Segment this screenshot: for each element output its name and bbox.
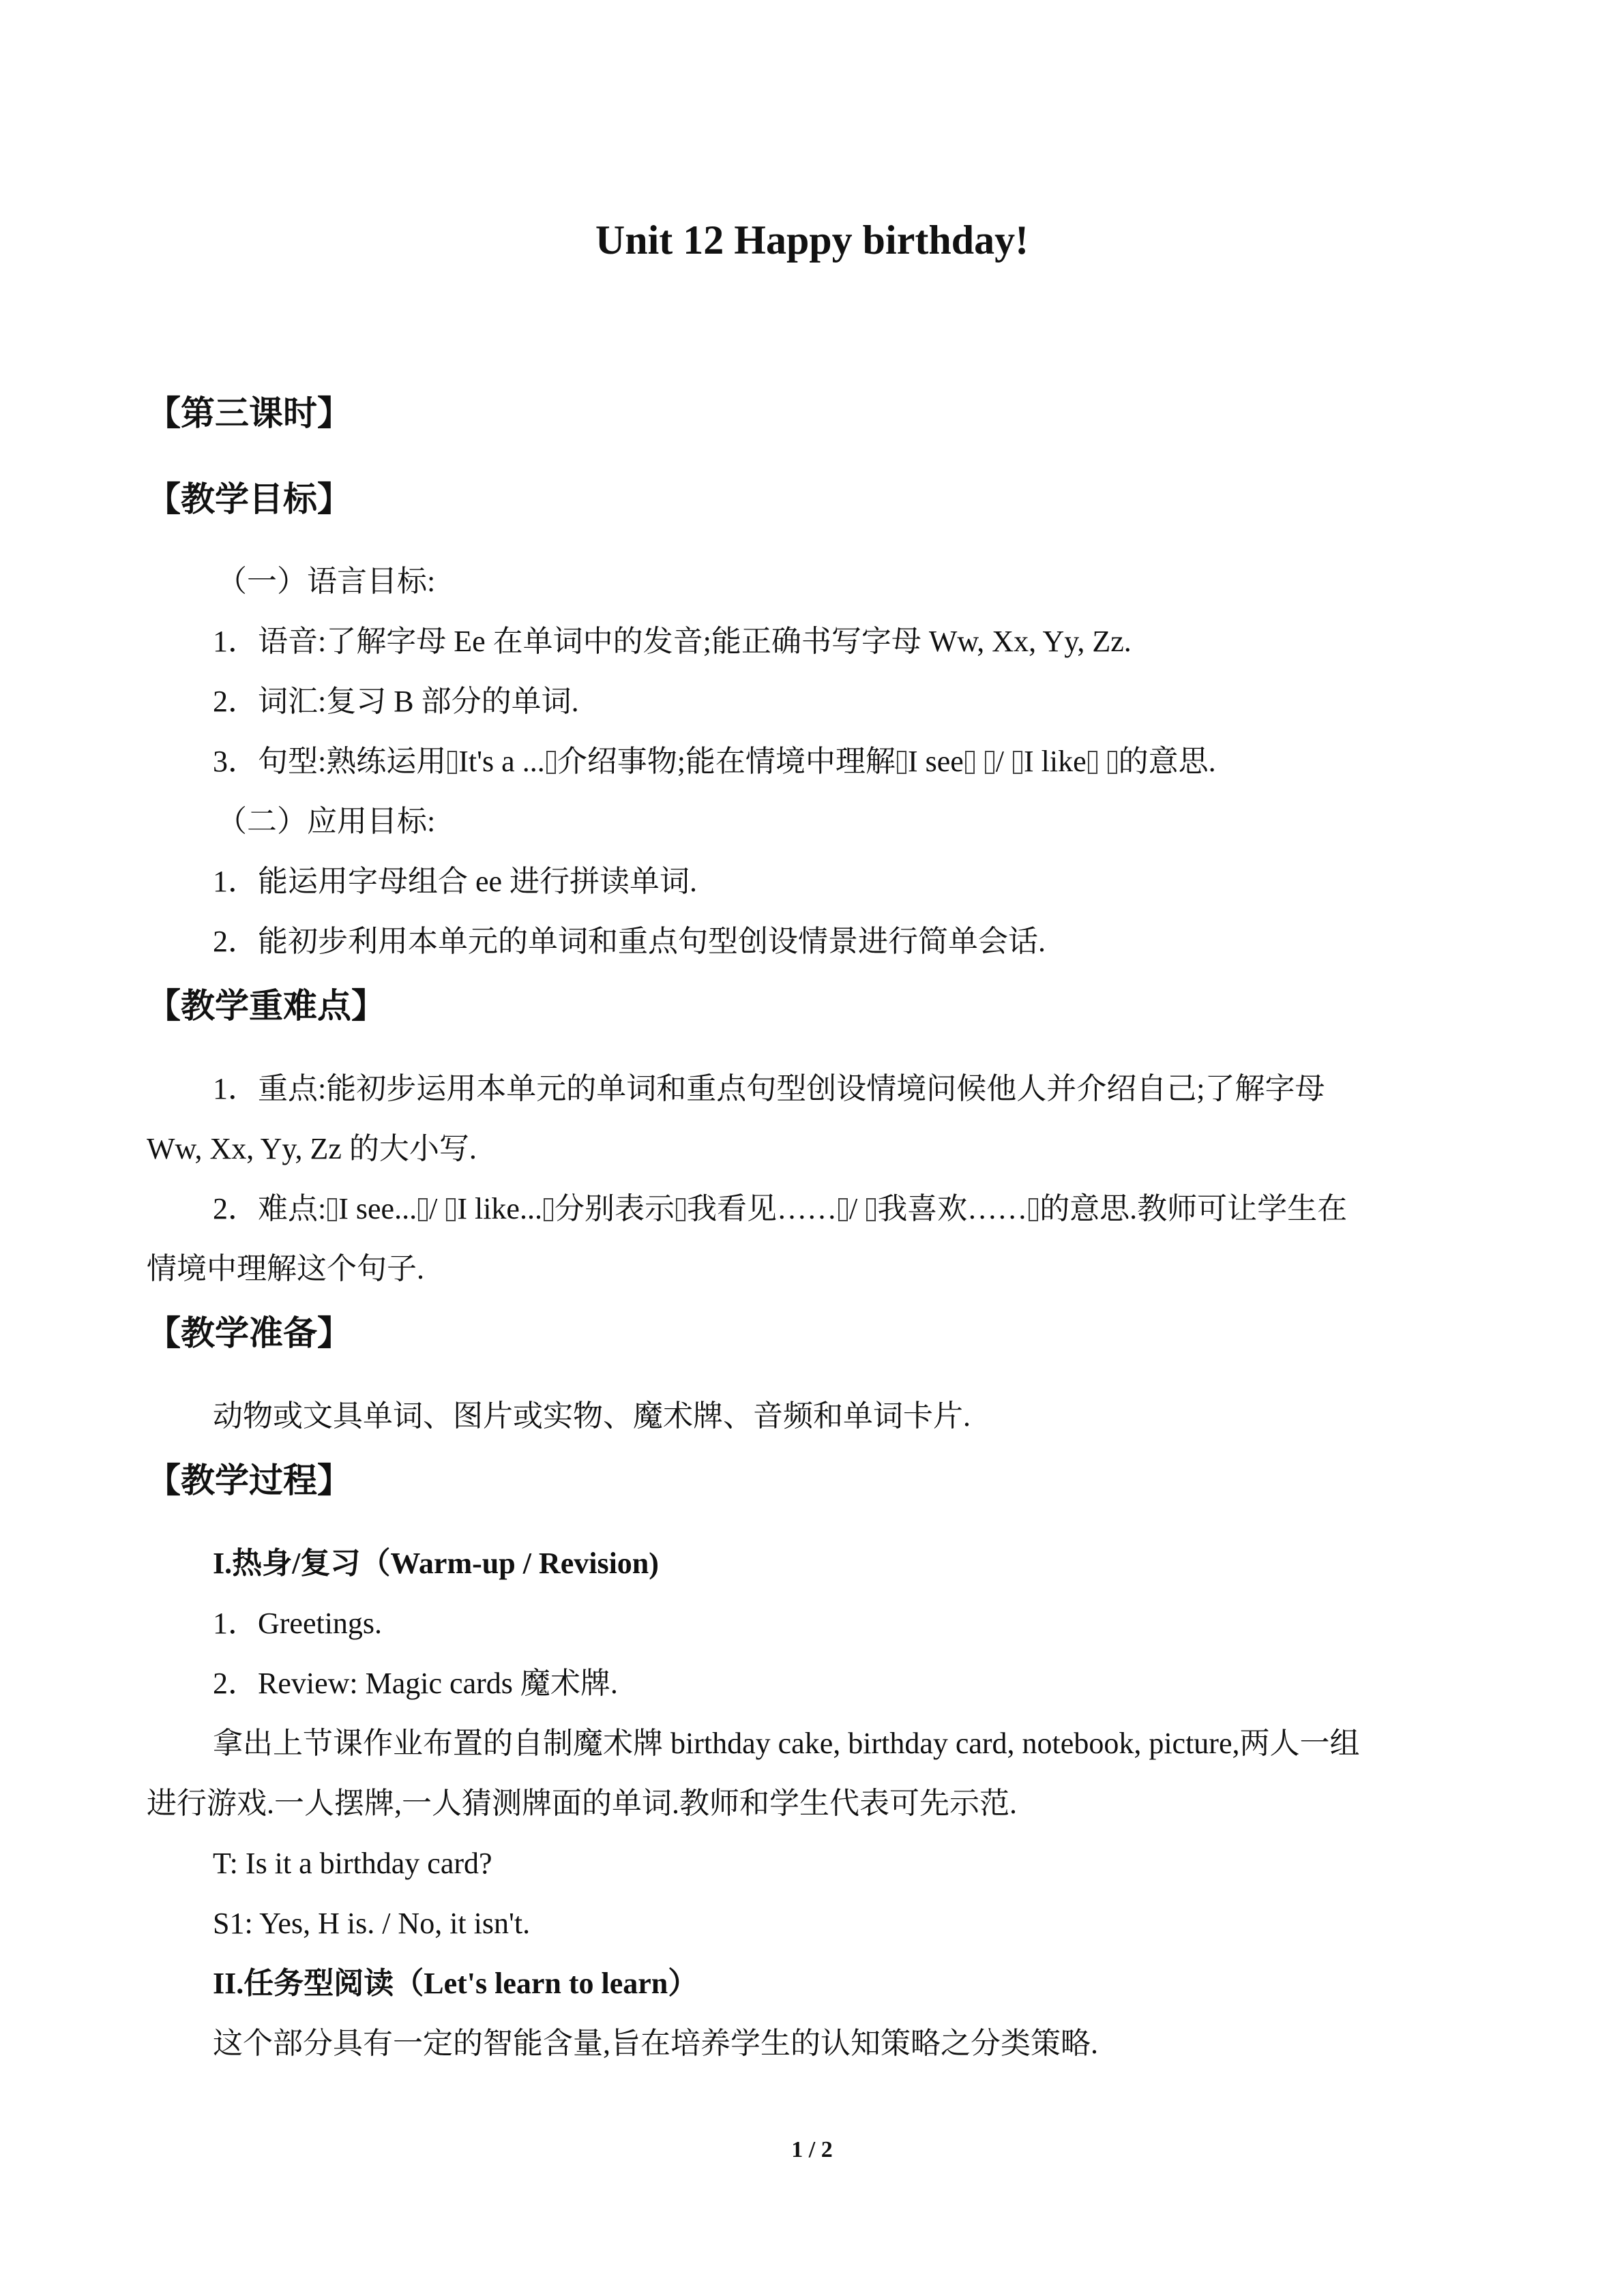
missing-glyph <box>1108 751 1117 774</box>
warmup-paragraph-line-1: 拿出上节课作业布置的自制魔术牌 birthday cake, birthday card, notebook, picture,两人一组 <box>213 1727 1360 1760</box>
objectives-apply-title: （二）应用目标: <box>217 805 436 838</box>
reading-text: 这个部分具有一定的智能含量,旨在培养学生的认知策略之分类策略. <box>213 2027 1098 2060</box>
objectives-apply-2: 2．能初步利用本单元的单词和重点句型创设情景进行简单会话. <box>213 925 1046 958</box>
warmup-step-2: 2．Review: Magic cards 魔术牌. <box>213 1667 618 1700</box>
missing-glyph <box>676 1198 685 1221</box>
objectives-apply-1: 1．能运用字母组合 ee 进行拼读单词. <box>213 865 698 898</box>
dialog-student: S1: Yes, H is. / No, it isn't. <box>213 1907 531 1940</box>
missing-glyph <box>1013 751 1022 774</box>
missing-glyph <box>897 751 906 774</box>
missing-glyph <box>447 751 457 774</box>
heading-process: 【教学过程】 <box>147 1461 351 1500</box>
page-title: Unit 12 Happy birthday! <box>595 218 1029 263</box>
key-point-1-line-1: 1．重点:能初步运用本单元的单词和重点句型创设情境问候他人并介绍自己;了解字母 <box>213 1072 1325 1105</box>
missing-glyph <box>965 751 975 774</box>
heading-preparation: 【教学准备】 <box>147 1313 351 1353</box>
warmup-title: I.热身/复习（Warm-up / Revision) <box>213 1547 659 1580</box>
objectives-item-2: 2．词汇:复习 B 部分的单词. <box>213 685 579 718</box>
heading-key-points: 【教学重难点】 <box>147 986 385 1026</box>
objectives-item-3: 3．句型:熟练运用 It's a ... 介绍事物;能在情境中理解 I see / I like 的意思. <box>213 745 1216 778</box>
objectives-language-title: （一）语言目标: <box>217 565 436 598</box>
key-point-1-line-2: Ww, Xx, Yy, Zz 的大小写. <box>147 1132 477 1165</box>
missing-glyph <box>985 751 994 774</box>
warmup-paragraph-line-2: 进行游戏.一人摆牌,一人猜测牌面的单词.教师和学生代表可先示范. <box>147 1787 1017 1820</box>
missing-glyph <box>1029 1198 1038 1221</box>
missing-glyph <box>544 1198 553 1221</box>
objectives-item-1: 1．语音:了解字母 Ee 在单词中的发音;能正确书写字母 Ww, Xx, Yy, Zz. <box>213 625 1132 658</box>
warmup-step-1: 1．Greetings. <box>213 1607 383 1640</box>
page-number: 1 / 2 <box>791 2137 833 2162</box>
heading-objectives: 【教学目标】 <box>147 479 351 519</box>
heading-lesson: 【第三课时】 <box>147 393 351 433</box>
missing-glyph <box>1088 751 1097 774</box>
key-point-2-line-2: 情境中理解这个句子. <box>147 1252 424 1285</box>
missing-glyph <box>838 1198 848 1221</box>
dialog-teacher: T: Is it a birthday card? <box>213 1847 492 1880</box>
missing-glyph <box>546 751 556 774</box>
missing-glyph <box>418 1198 428 1221</box>
reading-title: II.任务型阅读（Let's learn to learn） <box>213 1967 698 2000</box>
missing-glyph <box>327 1198 337 1221</box>
missing-glyph <box>446 1198 456 1221</box>
missing-glyph <box>866 1198 876 1221</box>
preparation-text: 动物或文具单词、图片或实物、魔术牌、音频和单词卡片. <box>213 1399 971 1433</box>
key-point-2-line-1: 2．难点: I see... / I like... 分别表示 我看见…… / 我喜欢…… 的意思.教师可让学生在 <box>213 1192 1348 1225</box>
